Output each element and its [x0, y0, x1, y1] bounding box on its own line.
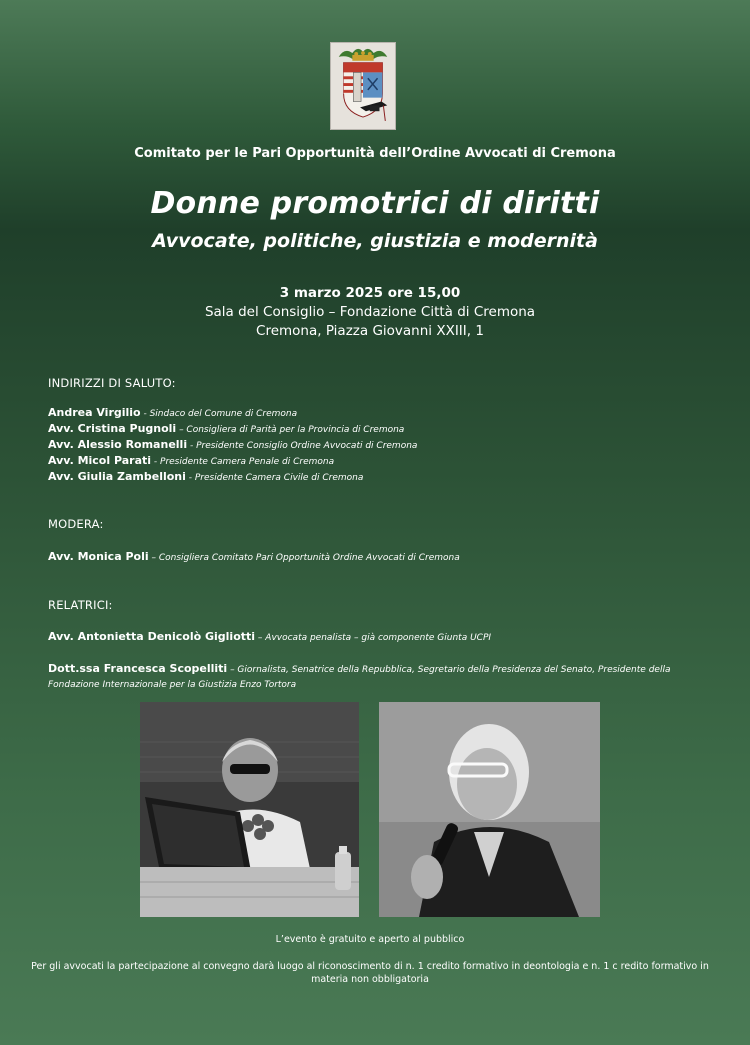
speakers-heading: RELATRICI:	[48, 598, 113, 612]
person-name: Avv. Giulia Zambelloni	[48, 470, 186, 483]
free-entry-note: L’evento è gratuito e aperto al pubblico	[275, 934, 465, 945]
organization-name: Comitato per le Pari Opportunità dell’Ordine Avvocati di Cremona	[134, 146, 616, 161]
person-role: Fondazione Internazionale per la Giustizia Enzo Tortora	[48, 680, 297, 690]
event-title: Donne promotrici di diritti	[150, 186, 600, 221]
greeting-person	[48, 470, 363, 483]
person-role: – Consigliera Comitato Pari Opportunità Ordine Avvocati di Cremona	[148, 553, 460, 563]
crest-emblem-icon	[331, 43, 395, 129]
greetings-heading: INDIRIZZI DI SALUTO:	[48, 376, 176, 390]
person-role: - Presidente Camera Civile di Cremona	[185, 473, 364, 483]
speaker-person	[48, 630, 491, 643]
greeting-person	[48, 406, 297, 419]
speaker-person	[48, 662, 670, 675]
person-name: Avv. Cristina Pugnoli	[48, 422, 177, 435]
event-address: Cremona, Piazza Giovanni XXIII, 1	[256, 323, 484, 339]
greeting-person	[48, 438, 417, 451]
credits-note-line1: Per gli avvocati la partecipazione al convegno darà luogo al riconoscimento di n. 1 credito formativo in deontologia e n. 1 c redito formativo in	[31, 961, 709, 972]
event-subtitle: Avvocate, politiche, giustizia e modernità	[152, 230, 598, 252]
person-name: Avv. Monica Poli	[48, 550, 149, 563]
person-role: – Giornalista, Senatrice della Repubblica, Segretario della Presidenza del Senato, Presidente della	[227, 665, 671, 675]
person-name: Andrea Virgilio	[48, 406, 141, 419]
person-role: – Consigliera di Parità per la Provincia di Cremona	[176, 425, 405, 435]
moderator-person	[48, 550, 460, 563]
person-role: - Presidente Consiglio Ordine Avvocati di Cremona	[187, 441, 418, 451]
speaker-photo-right	[379, 702, 600, 917]
person-role: - Presidente Camera Penale di Cremona	[151, 457, 335, 467]
person-name: Dott.ssa Francesca Scopelliti	[48, 662, 228, 675]
greeting-person	[48, 422, 404, 435]
credits-note-line2: materia non obbligatoria	[311, 974, 429, 985]
speaker-role-continuation	[48, 677, 296, 690]
greeting-person	[48, 454, 334, 467]
person-name: Avv. Alessio Romanelli	[48, 438, 188, 451]
bar-association-crest	[330, 42, 396, 130]
person-role: - Sindaco del Comune di Cremona	[140, 409, 298, 419]
moderator-heading: MODERA:	[48, 517, 104, 531]
event-venue: Sala del Consiglio – Fondazione Città di Cremona	[204, 304, 536, 320]
person-name: Avv. Antonietta Denicolò Gigliotti	[48, 630, 256, 643]
person-role: – Avvocata penalista – già componente Giunta UCPI	[255, 633, 492, 643]
person-name: Avv. Micol Parati	[48, 454, 152, 467]
event-datetime: 3 marzo 2025 ore 15,00	[279, 285, 461, 301]
speaker-photo-left	[140, 702, 359, 917]
